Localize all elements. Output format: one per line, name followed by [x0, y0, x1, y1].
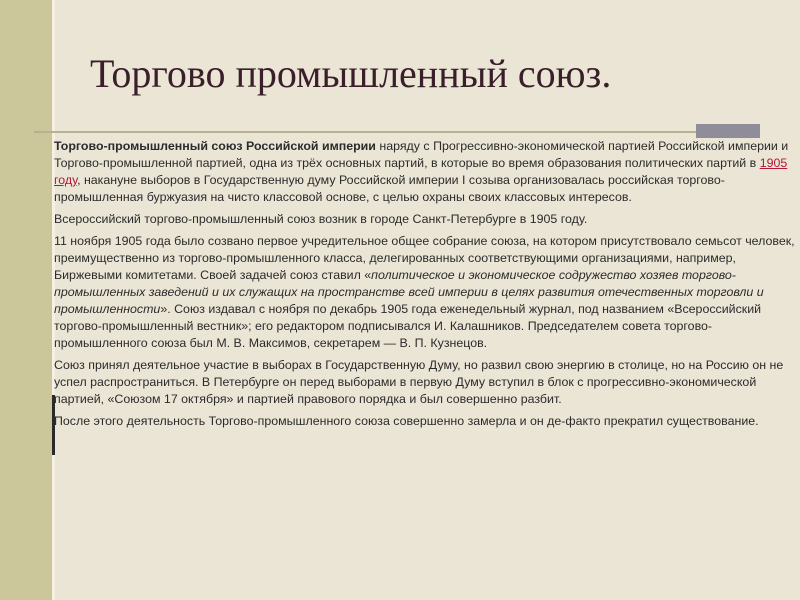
slide-body	[54, 138, 799, 435]
paragraph-founding: Всероссийский торгово-промышленный союз возник в городе Санкт-Петербурге в 1905 году.	[54, 212, 588, 226]
title-underline	[34, 131, 760, 133]
year-1905-link[interactable]: 1905 году	[54, 156, 788, 187]
paragraph-ending: После этого деятельность Торгово-промышленного союза совершенно замерла и он де-факто прекратил существование.	[54, 414, 759, 428]
paragraph-assembly	[54, 233, 799, 352]
left-decorative-band	[0, 0, 52, 600]
paragraph-intro-text-2: , накануне выборов в Государственную думу Российской империи I созыва организовалась российская торгово-промышленная буржуазия на чисто классовой основе, с целью охраны своих классовых интересов.	[54, 173, 725, 204]
slide-title: Торгово промышленный союз.	[90, 51, 612, 96]
title-underline-accent	[696, 124, 760, 138]
paragraph-assembly-text-2: ». Союз издавал с ноября по декабрь 1905 года еженедельный журнал, под названием «Всероссийский торгово-промышленный вестник»; его редактором подписывался И. Калашников. Председателем совета торгово-промышленного союза был М. В. Максимов, секретарем — В. П. Кузнецов.	[54, 302, 762, 350]
paragraph-intro-text-1: наряду с Прогрессивно-экономической партией Российской империи и Торгово-промышленной партией, одна из трёх основных партий, в которые во время образования политических партий в	[54, 139, 789, 170]
paragraph-intro	[54, 138, 799, 206]
paragraph-assembly-text-1: 11 ноября 1905 года было созвано первое учредительное общее собрание союза, на котором присутствовало семьсот человек, преимущественно из торгово-промышленного класса, делегированных соответствующими организациями, например, Биржевыми комитетами. Своей задачей союз ставил «	[54, 234, 795, 282]
paragraph-assembly-quote: политическое и экономическое содружество хозяев торгово-промышленных заведений и их служащих на пространстве всей империи в целях развития отечественных торговли и промышленности	[54, 268, 764, 316]
paragraph-elections: Союз принял деятельное участие в выборах в Государственную Думу, но развил свою энергию в столице, но на Россию он не успел распространиться. В Петербурге он перед выборами в первую Думу вступил в блок с прогрессивно-экономической партией, «Союзом 17 октября» и партией правового порядка и был совершенно разбит.	[54, 358, 784, 406]
party-name-bold: Торгово-промышленный союз Российской империи	[54, 139, 376, 153]
